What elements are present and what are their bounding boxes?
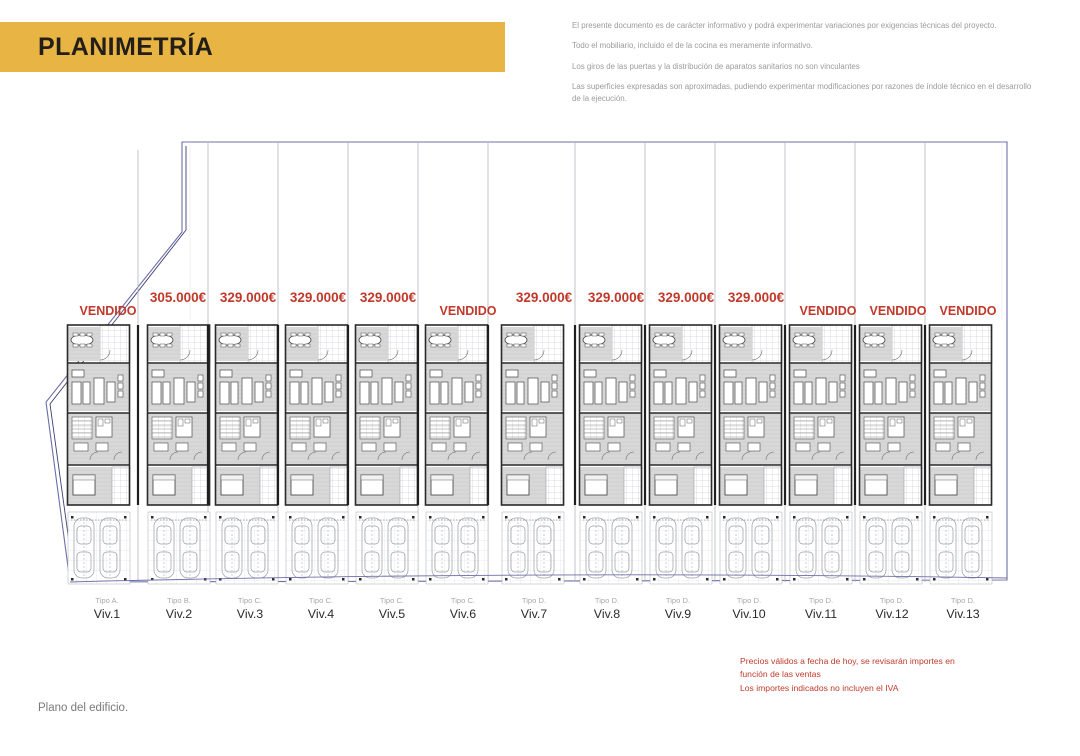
dwelling-unit — [790, 325, 853, 584]
price-label-unit-12[interactable]: VENDIDO — [869, 304, 927, 318]
unit-name-5: Viv.5 — [378, 607, 406, 621]
dwelling-unit — [216, 325, 279, 584]
price-label-unit-8[interactable]: 329.000€ — [587, 290, 645, 305]
unit-label-10[interactable] — [708, 596, 790, 621]
unit-type-13: Tipo D. — [950, 596, 976, 605]
unit-type-1: Tipo A. — [95, 596, 119, 605]
unit-type-6: Tipo C. — [450, 596, 476, 605]
unit-name-2: Viv.2 — [165, 607, 193, 621]
unit-label-2[interactable] — [138, 596, 220, 621]
unit-name-13: Viv.13 — [946, 607, 980, 621]
unit-name-8: Viv.8 — [593, 607, 621, 621]
page-title: PLANIMETRÍA — [38, 32, 214, 61]
unit-type-3: Tipo C. — [237, 596, 263, 605]
price-label-unit-1[interactable]: VENDIDO — [79, 304, 137, 318]
dwelling-unit — [148, 325, 211, 584]
dwelling-unit — [68, 325, 131, 584]
unit-label-5[interactable] — [351, 596, 433, 621]
unit-type-2: Tipo B. — [167, 596, 191, 605]
plan-caption: Plano del edificio. — [38, 702, 129, 714]
dwelling-unit — [502, 325, 565, 584]
unit-label-8[interactable] — [566, 596, 648, 621]
unit-label-9[interactable] — [637, 596, 719, 621]
price-label-unit-11[interactable]: VENDIDO — [799, 304, 857, 318]
dwelling-unit — [720, 325, 783, 584]
unit-type-7: Tipo D. — [521, 596, 547, 605]
unit-label-6[interactable] — [422, 596, 504, 621]
price-label-unit-13[interactable]: VENDIDO — [939, 304, 997, 318]
unit-name-10: Viv.10 — [732, 607, 766, 621]
unit-type-9: Tipo D. — [665, 596, 691, 605]
title-banner — [0, 22, 505, 72]
price-label-unit-9[interactable]: 329.000€ — [657, 290, 715, 305]
dwelling-unit — [286, 325, 349, 584]
price-row — [0, 290, 1080, 326]
footnote-line: función de las ventas — [740, 669, 821, 680]
unit-label-1[interactable] — [66, 596, 148, 621]
unit-label-row — [0, 596, 1080, 630]
price-label-unit-2[interactable]: 305.000€ — [149, 290, 207, 305]
dwelling-row — [68, 325, 993, 584]
price-label-unit-7[interactable]: 329.000€ — [515, 290, 573, 305]
dwelling-unit — [580, 325, 643, 584]
unit-label-4[interactable] — [280, 596, 362, 621]
price-label-unit-6[interactable]: VENDIDO — [439, 304, 497, 318]
unit-name-1: Viv.1 — [93, 607, 121, 621]
unit-label-11[interactable] — [780, 596, 862, 621]
disclaimer-paragraph: El presente documento es de carácter informativo y podrá experimentar variaciones por exigencias técnicas del proyecto. — [572, 21, 997, 30]
unit-type-10: Tipo D. — [736, 596, 762, 605]
unit-label-3[interactable] — [209, 596, 291, 621]
dwelling-unit — [860, 325, 923, 584]
unit-name-6: Viv.6 — [449, 607, 477, 621]
price-label-unit-5[interactable]: 329.000€ — [359, 290, 417, 305]
unit-name-11: Viv.11 — [804, 607, 838, 621]
price-disclaimer-footnote — [740, 655, 1030, 695]
disclaimer-paragraph: Las superficies expresadas son aproximadas, pudiendo experimentar modificaciones por razones de índole técnico en el desarrollo de la ejecución. — [572, 82, 1032, 103]
unit-name-4: Viv.4 — [307, 607, 335, 621]
disclaimer-block — [572, 20, 1037, 113]
unit-label-12[interactable] — [851, 596, 933, 621]
building-floor-plan — [0, 120, 1080, 600]
dwelling-unit — [426, 325, 489, 584]
unit-name-9: Viv.9 — [664, 607, 692, 621]
unit-type-5: Tipo C. — [379, 596, 405, 605]
price-label-unit-10[interactable]: 329.000€ — [727, 290, 785, 305]
dwelling-unit — [650, 325, 713, 584]
dwelling-unit — [930, 325, 993, 584]
dwelling-unit — [356, 325, 419, 584]
unit-type-8: Tipo D. — [594, 596, 620, 605]
unit-label-13[interactable] — [922, 596, 1004, 621]
unit-name-3: Viv.3 — [236, 607, 264, 621]
footnote-line: Precios válidos a fecha de hoy, se revisarán importes en — [740, 656, 955, 666]
disclaimer-paragraph: Los giros de las puertas y la distribución de aparatos sanitarios no son vinculantes — [572, 61, 860, 71]
disclaimer-paragraph: Todo el mobiliario, incluido el de la cocina es meramente informativo. — [572, 41, 813, 51]
unit-label-7[interactable] — [493, 596, 575, 621]
unit-type-11: Tipo D. — [808, 596, 834, 605]
footnote-line: Los importes indicados no incluyen el IVA — [740, 682, 899, 693]
unit-name-7: Viv.7 — [520, 607, 548, 621]
unit-name-12: Viv.12 — [875, 607, 909, 621]
unit-type-12: Tipo D. — [879, 596, 905, 605]
price-label-unit-3[interactable]: 329.000€ — [219, 290, 277, 305]
unit-type-4: Tipo C. — [308, 596, 334, 605]
price-label-unit-4[interactable]: 329.000€ — [289, 290, 347, 305]
